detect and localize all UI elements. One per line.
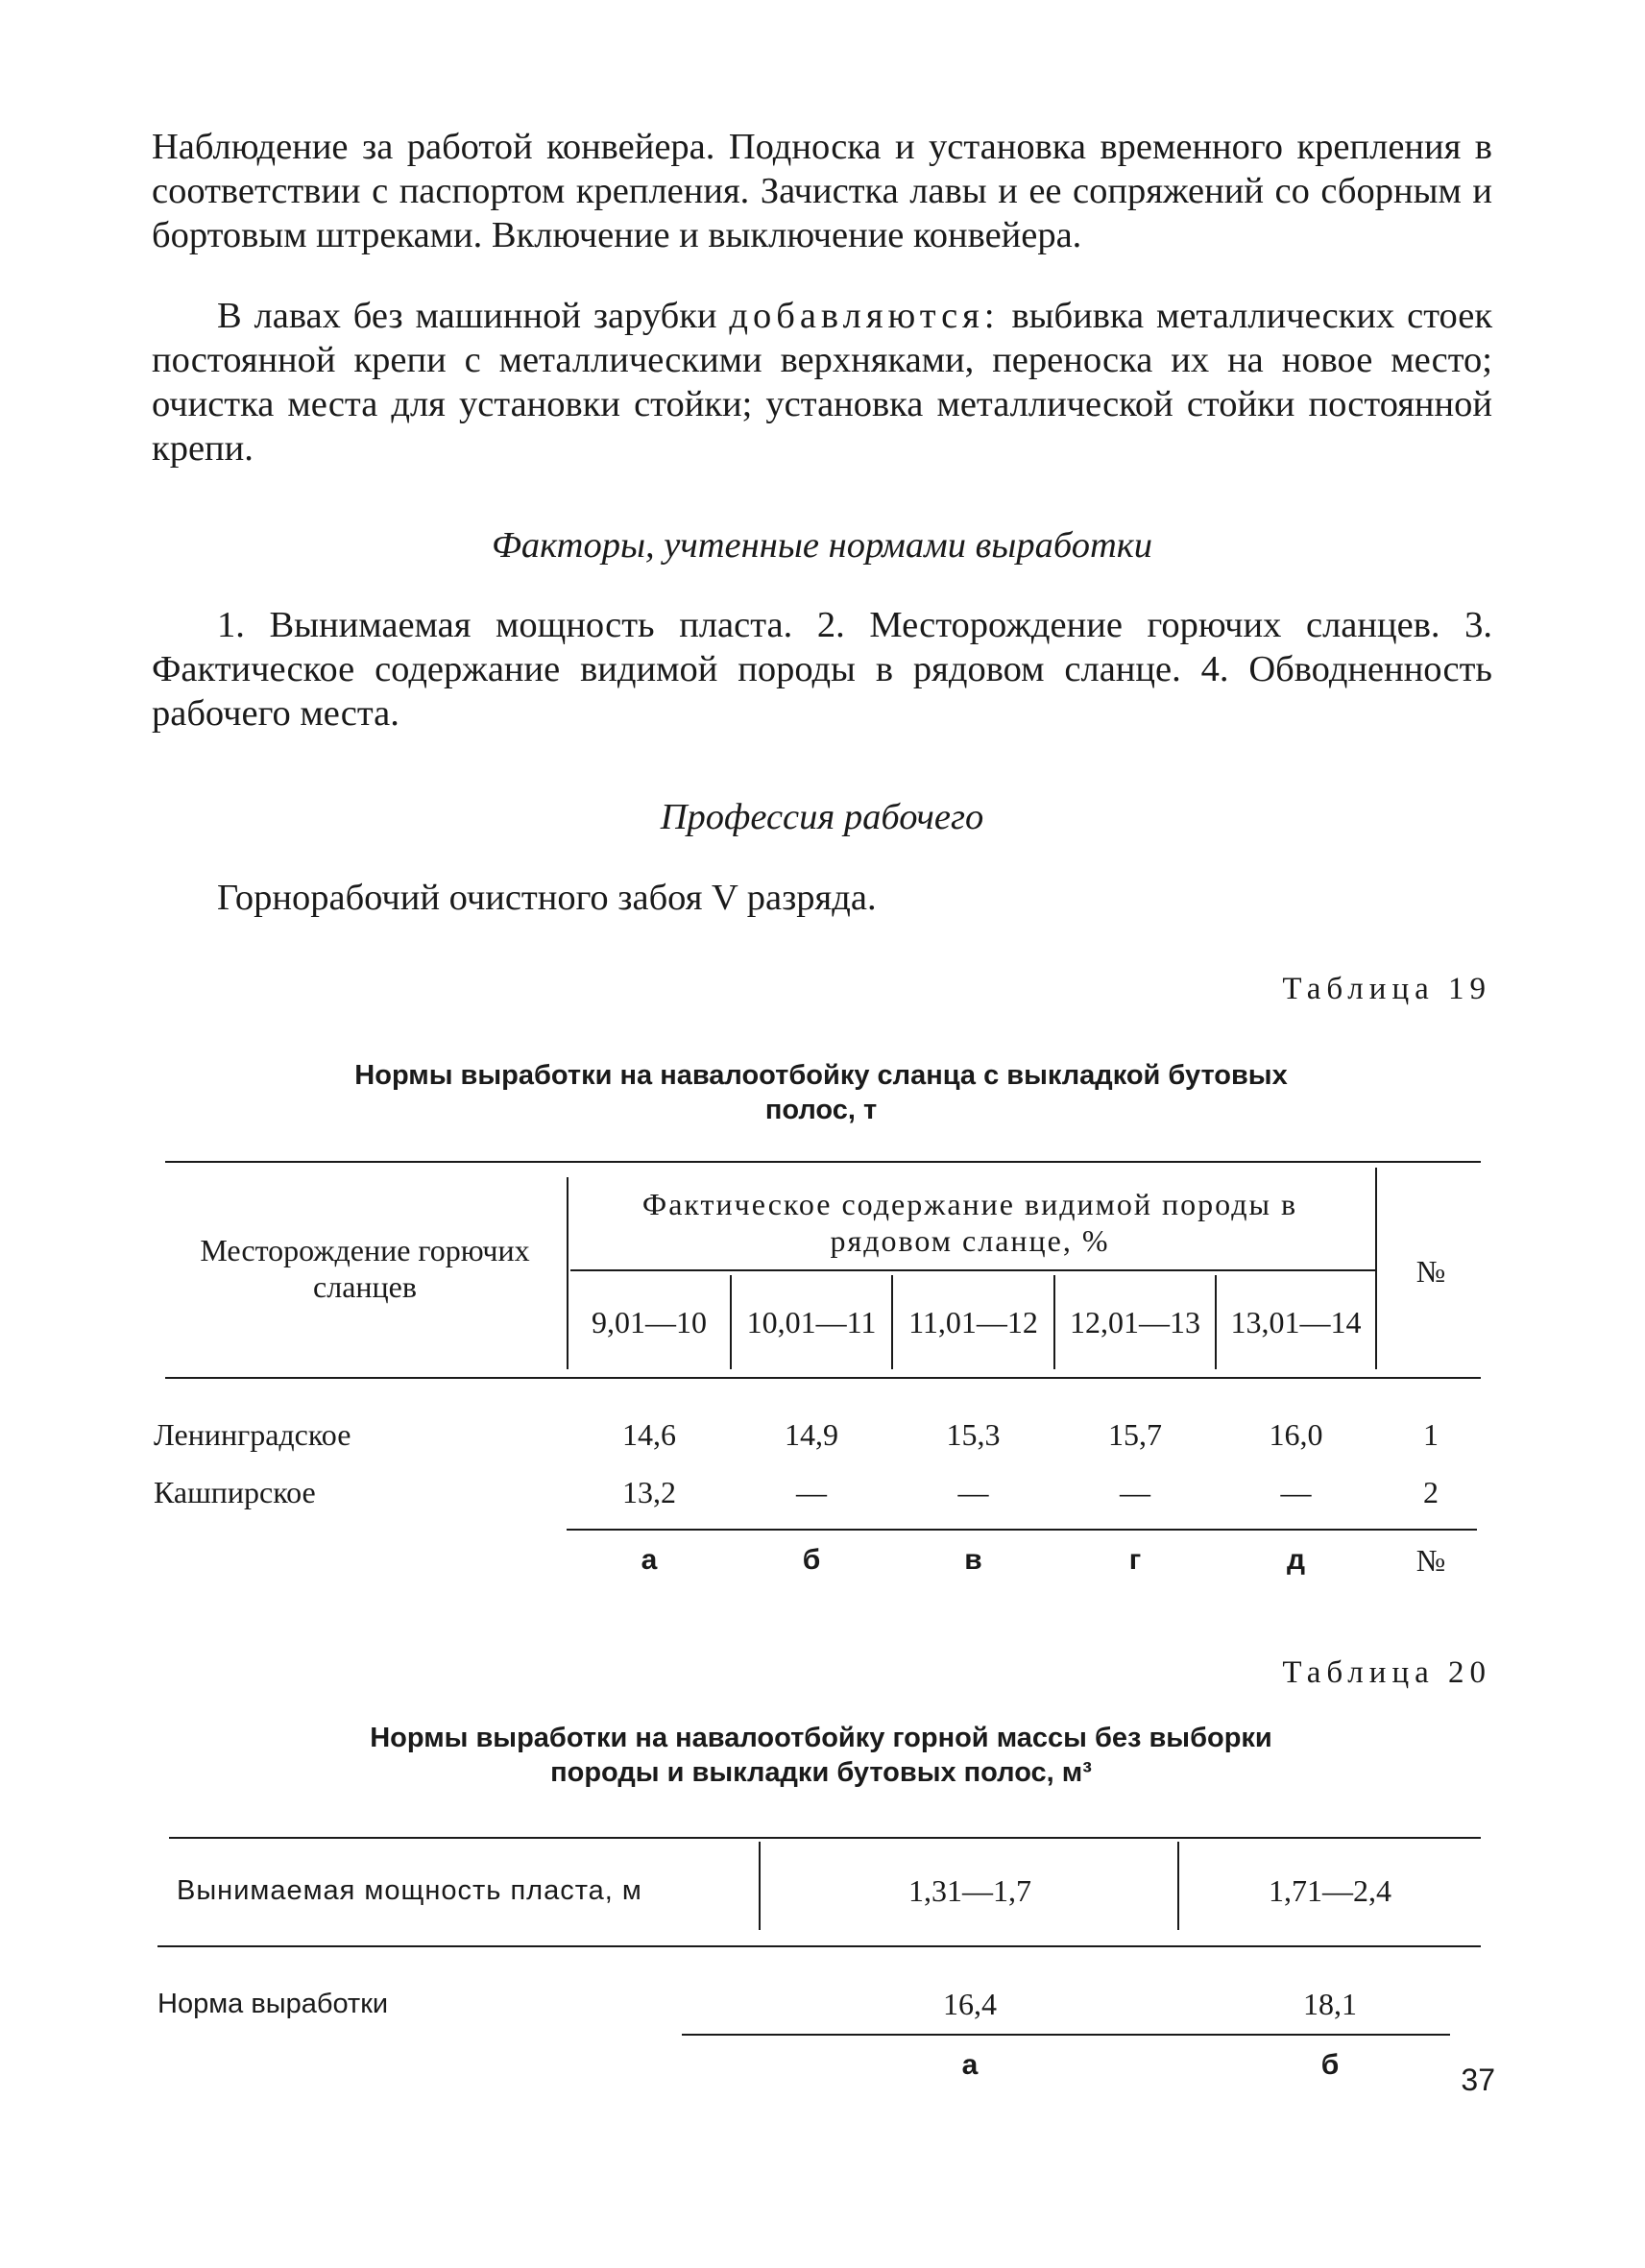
table20-label: Таблица 20 [1282, 1655, 1491, 1690]
table19-top-rule [165, 1161, 1481, 1163]
paragraph-text [152, 294, 1492, 470]
table20-caption: Нормы выработки на навалоотбойку горной массы без выборки породы и выкладки бутовых полос, м³ [370, 1723, 1272, 1788]
table19-subcol: 13,01—14 [1230, 1305, 1362, 1339]
table20-cell: 16,4 [943, 1987, 997, 2021]
table19-row-name: Ленинградское [154, 1417, 351, 1452]
table19-cell: — [1120, 1475, 1150, 1509]
table19-row-num: 2 [1423, 1475, 1439, 1509]
table20-vline [1177, 1842, 1179, 1930]
table19-group-header: Фактическое содержание видимой породы в рядовом сланце, % [641, 1187, 1298, 1258]
table20-footer-letter: а [961, 2049, 979, 2081]
table20-vline [759, 1842, 761, 1930]
table19-col-num: № [1415, 1254, 1446, 1289]
table19-cell: 14,9 [785, 1417, 838, 1452]
table19-cell: 15,7 [1108, 1417, 1162, 1452]
paragraph-operations [152, 125, 1492, 257]
paragraph-additions [152, 294, 1492, 470]
table19-cell: 13,2 [622, 1475, 676, 1509]
text-after: выбивка металлических стоек постоянной крепи с металлическими верхняками, переноска их на новое место; очистка места для установки стойки; установка металлической стойки постоянной крепи. [152, 296, 1493, 469]
table19-vline [1375, 1168, 1377, 1369]
table19-footer-letter: д [1286, 1544, 1306, 1576]
table19-subcol: 11,01—12 [908, 1305, 1038, 1339]
spaced-word: добавляются: [729, 296, 1000, 336]
table19-subcol: 9,01—10 [592, 1305, 707, 1339]
table19-group-rule [570, 1269, 1375, 1271]
table19-cell: 15,3 [946, 1417, 1001, 1452]
text-before: В лавах без машинной зарубки [217, 296, 717, 336]
table19-row-name: Кашпирское [154, 1475, 316, 1509]
table20-header-label: Вынимаемая мощность пласта, м [177, 1875, 642, 1906]
table19-cell: — [957, 1475, 989, 1509]
table19-footer-letter: а [641, 1544, 658, 1576]
table19-footer-num: № [1415, 1543, 1446, 1578]
table19-vline [567, 1177, 568, 1369]
paragraph-factors [152, 603, 1492, 736]
table19-cell: — [796, 1475, 827, 1509]
table19-footer-rule [567, 1529, 1477, 1531]
table20-top-rule [169, 1837, 1481, 1839]
table20-footer-rule [682, 2034, 1450, 2036]
paragraph-text: Горнорабочий очистного забоя V разряда. [217, 878, 877, 918]
table19-cell: 16,0 [1269, 1417, 1323, 1452]
page-number: 37 [1461, 2063, 1495, 2097]
table19-cell: 14,6 [622, 1417, 676, 1452]
table20-footer-letter: б [1320, 2049, 1340, 2081]
table19-subcol: 10,01—11 [746, 1305, 877, 1339]
table19-col-first: Месторождение горючих сланцев [200, 1233, 530, 1304]
table19-label: Таблица 19 [1282, 972, 1491, 1006]
table19-cell: — [1280, 1475, 1312, 1509]
table19-footer-letter: в [964, 1544, 982, 1576]
paragraph-profession [152, 876, 1492, 920]
table19-subcol: 12,01—13 [1070, 1305, 1200, 1339]
table20-header-col: 1,71—2,4 [1269, 1873, 1391, 1908]
table20-cell: 18,1 [1303, 1987, 1357, 2021]
table20-header-col: 1,31—1,7 [908, 1873, 1031, 1908]
table19-caption: Нормы выработки на навалоотбойку сланца с выкладкой бутовых полос, т [354, 1060, 1288, 1125]
table19-header-rule [165, 1377, 1481, 1379]
paragraph-text: 1. Вынимаемая мощность пласта. 2. Месторождение горючих сланцев. 3. Фактическое содержание видимой породы в рядовом сланце. 4. Обводненность рабочего места. [152, 605, 1492, 734]
heading-profession: Профессия рабочего [660, 797, 984, 837]
table20-header-rule [157, 1945, 1481, 1947]
table19-footer-letter: б [802, 1544, 821, 1576]
table19-row-num: 1 [1423, 1417, 1439, 1452]
table20-row-label: Норма выработки [157, 1989, 389, 2019]
heading-factors: Факторы, учтенные нормами выработки [491, 525, 1153, 566]
paragraph-text: Наблюдение за работой конвейера. Подноска и установка временного крепления в соответствии с паспортом крепления. Зачистка лавы и ее сопряжений со сборным и бортовым штреками. Включение и выключение конвейера. [152, 127, 1492, 255]
table19-footer-letter: г [1128, 1544, 1142, 1576]
